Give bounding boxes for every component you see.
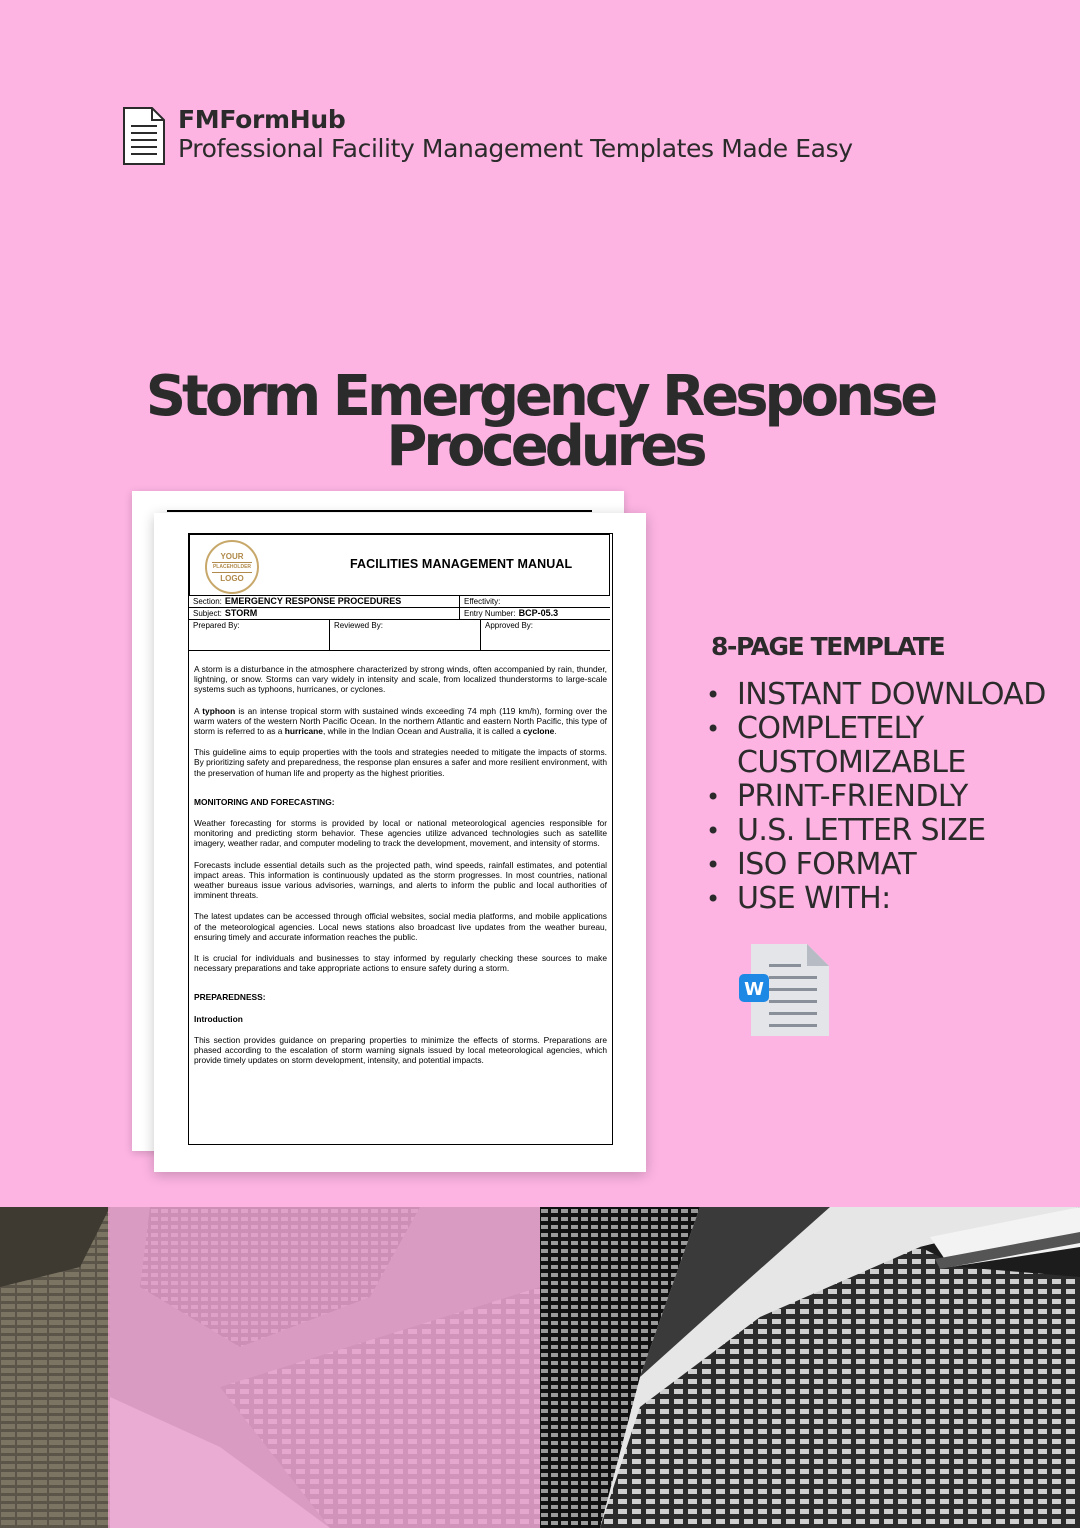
entry-cell [460, 608, 610, 619]
document-meta-table [189, 596, 610, 651]
effectivity-label: Effectivity: [464, 597, 501, 606]
meta-row-section [189, 596, 610, 608]
reviewed-by-cell: Reviewed By: [330, 620, 481, 650]
features-list [706, 678, 1046, 916]
placeholder-logo [205, 540, 259, 594]
feature-text: COMPLETELY CUSTOMIZABLE [737, 711, 966, 780]
paragraph: This section provides guidance on preparing properties to minimize the effects of storms. Preparations are phased according to the escalation of storm warning signals issued by local meteorological agencies, which provide timely updates on storm development, intensity, and potential impacts. [194, 1034, 607, 1066]
paragraph: Forecasts include essential details such as the projected path, wind speeds, rainfall estimates, and potential impact areas. This information is continuously updated as the storm progresses. In most countries, national weather bureaus issue various advisories, warnings, and alerts to inform the public and local authorities of imminent threats. [194, 859, 607, 901]
paragraph: The latest updates can be accessed through official websites, social media platforms, and mobile applications of the meteorological agencies. Local news stations also broadcast live updates from the weather bureau, ensuring timely and accurate information reaches the public. [194, 911, 607, 942]
paragraph: It is crucial for individuals and businesses to stay informed by regularly checking these sources to make necessary preparations and take appropriate actions to ensure safety during a storm. [194, 953, 607, 974]
subject-value: STORM [224, 608, 258, 618]
feature-item [706, 712, 977, 780]
document-header [189, 534, 610, 596]
section-value: EMERGENCY RESPONSE PROCEDURES [224, 596, 402, 606]
term-hurricane: hurricane [284, 726, 323, 737]
effectivity-cell [460, 596, 610, 607]
brand-name: FMFormHub [178, 105, 346, 134]
term-cyclone: cyclone [523, 726, 555, 737]
features-title: 8-PAGE TEMPLATE [711, 632, 945, 661]
document-icon [122, 106, 166, 166]
paragraph: A storm is a disturbance in the atmosphere characterized by strong winds, often accompanied by rain, thunder, lightning, or snow. Storms can vary widely in intensity and scale, from localized thunderstorms to large-scale systems such as typhoons, hurricanes, or cyclones. [194, 664, 607, 695]
approved-by-cell: Approved By: [485, 621, 534, 630]
paragraph-typhoon [194, 706, 607, 737]
paragraph: Weather forecasting for storms is provided by local or national meteorological agencies responsible for monitoring and predicting storm behavior. These agencies utilize advanced technologies such as satellite imagery, weather radar, and computer modeling to track the development, movement, and intensity of storms. [194, 818, 607, 849]
feature-item: • PRINT-FRIENDLY [706, 780, 1046, 814]
word-letter: W [744, 979, 764, 1000]
page-title [0, 364, 1080, 479]
logo-line-2: PLACEHOLDER [212, 562, 252, 573]
term-typhoon: typhoon [202, 705, 236, 716]
title-line-2: Procedures [386, 414, 704, 479]
text-run: A [194, 705, 203, 716]
section-cell [189, 596, 460, 607]
paragraph: This guideline aims to equip properties with the tools and strategies needed to mitigate the impacts of storms. By prioritizing safety and preparedness, the response plan ensures a safer and more resilient environment, with the preservation of human life and property as the highest priorities. [194, 747, 607, 778]
feature-item: • U.S. LETTER SIZE [706, 814, 1046, 848]
entry-label: Entry Number: [464, 609, 516, 618]
brand-text [178, 106, 853, 164]
text-run: , while in the Indian Ocean and Australia, it is called a [322, 726, 524, 737]
document-frame [188, 533, 613, 1145]
logo-line-3: LOGO [220, 573, 244, 583]
feature-item: • INSTANT DOWNLOAD [706, 678, 1046, 712]
section-label: Section: [193, 597, 222, 606]
entry-value: BCP-05.3 [518, 608, 559, 618]
prepared-by-cell: Prepared By: [189, 620, 330, 650]
document-page-front [154, 513, 646, 1172]
page-back-rule [167, 510, 592, 512]
section-heading-preparedness: PREPAREDNESS: [194, 992, 266, 1003]
meta-row-subject [189, 608, 610, 620]
section-heading-monitoring: MONITORING AND FORECASTING: [194, 796, 335, 807]
feature-item: • USE WITH: [706, 882, 1046, 916]
logo-line-1: YOUR [220, 551, 244, 561]
skyscrapers-photo [0, 1207, 1080, 1528]
subheading-introduction: Introduction [194, 1013, 243, 1024]
text-run: . [554, 726, 557, 737]
title-line-1: Storm Emergency Response [145, 364, 935, 429]
subject-label: Subject: [193, 609, 222, 618]
brand-header [122, 106, 853, 166]
word-document-icon [737, 942, 831, 1038]
brand-tagline: Professional Facility Management Templates Made Easy [178, 134, 853, 163]
document-body [194, 664, 607, 1076]
feature-item: • ISO FORMAT [706, 848, 1046, 882]
subject-cell [189, 608, 460, 619]
manual-title: FACILITIES MANAGEMENT MANUAL [350, 557, 573, 571]
meta-row-signatures [189, 620, 610, 651]
text-run: is an intense tropical storm with sustained winds exceeding 74 mph (119 km/h), forming over the warm waters of the western North Pacific Ocean. In the northern Atlantic and eastern North Pacific, this type of storm is referred to as a [194, 705, 607, 737]
